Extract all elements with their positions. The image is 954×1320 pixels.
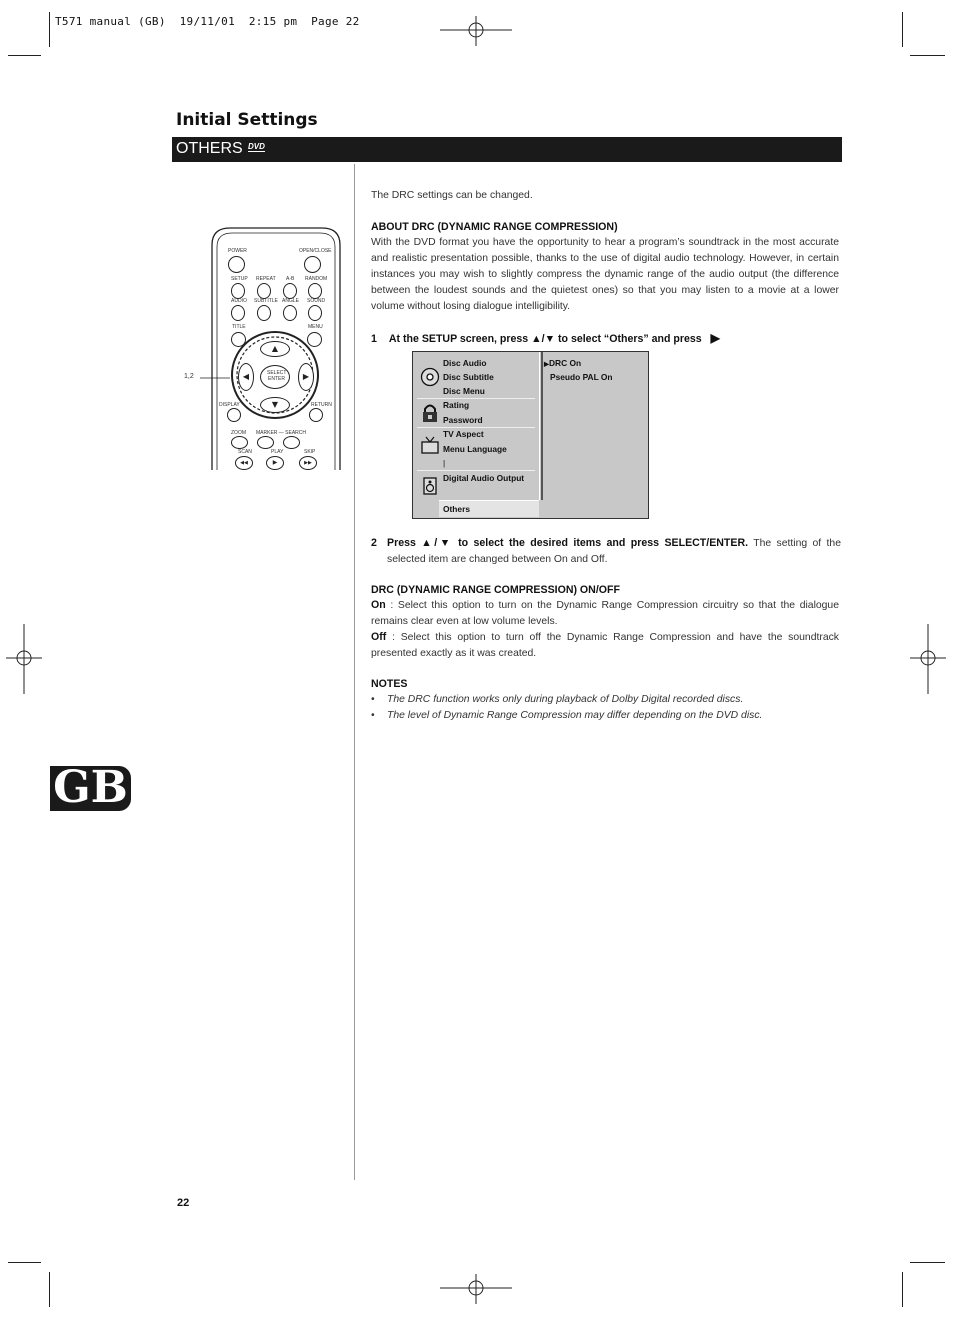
menu-separator <box>417 427 535 428</box>
note-item <box>371 692 841 708</box>
menu-item-disc-menu[interactable]: Disc Menu <box>443 386 485 396</box>
column-divider <box>354 164 355 1180</box>
step-2-bold: Press ▲/▼ to select the desired items and press SELECT/ENTER. <box>387 537 749 549</box>
option-drc-on[interactable] <box>544 358 581 368</box>
crop-mark <box>49 1272 50 1307</box>
subtitle-button <box>257 305 271 321</box>
print-header: T571 manual (GB) 19/11/01 2:15 pm Page 22 <box>55 15 360 28</box>
off-text: : Select this option to turn off the Dynamic Range Compression and have the soundtrack presented exactly as it was created. <box>371 632 839 659</box>
right-arrow-icon: ▶ <box>298 363 314 391</box>
off-label: Off <box>371 631 387 643</box>
display-label: DISPLAY <box>219 402 240 408</box>
step-1 <box>371 331 841 345</box>
right-arrow-icon: ▶ <box>710 331 720 345</box>
bullet-icon: • <box>371 710 375 721</box>
angle-button <box>283 305 297 321</box>
repeat-button <box>257 283 271 299</box>
page-title: Initial Settings <box>176 110 318 130</box>
menu-item-digital-audio-output[interactable]: Digital Audio Output <box>443 473 525 483</box>
drc-heading: DRC (DYNAMIC RANGE COMPRESSION) ON/OFF <box>371 584 620 596</box>
menu-item-disc-audio[interactable]: Disc Audio <box>443 358 487 368</box>
audio-label: AUDIO <box>231 298 247 304</box>
ab-button <box>283 283 297 299</box>
registration-mark-left <box>6 624 42 694</box>
remote-illustration <box>180 225 350 475</box>
setup-button <box>231 283 245 299</box>
option-pseudo-pal-on[interactable]: Pseudo PAL On <box>550 372 613 382</box>
menu-item-menu-language[interactable]: Menu Language <box>443 444 507 454</box>
skip-button: ▶▶ <box>299 456 317 470</box>
display-button <box>227 408 241 422</box>
power-label: POWER <box>228 248 247 254</box>
page-number: 22 <box>177 1197 190 1209</box>
registration-mark-top <box>440 16 512 46</box>
crop-mark <box>49 12 50 47</box>
menu-item-password[interactable]: Password <box>443 415 483 425</box>
menu-item-disc-subtitle[interactable]: Disc Subtitle <box>443 372 494 382</box>
return-label: RETURN <box>311 402 332 408</box>
remote-callout: 1,2 <box>184 373 194 380</box>
intro-text: The DRC settings can be changed. <box>371 190 533 201</box>
menu-item-rating[interactable]: Rating <box>443 400 470 410</box>
left-arrow-icon: ◀ <box>238 363 254 391</box>
registration-mark-right <box>910 624 946 694</box>
subtitle-label: SUBTITLE <box>254 298 278 304</box>
random-label: RANDOM <box>305 276 328 282</box>
on-text: : Select this option to turn on the Dynamic Range Compression circuitry so that the dialogue remains clear even at low volume levels. <box>371 600 839 627</box>
menu-divider-shadow <box>541 352 543 500</box>
skip-label: SKIP <box>304 449 316 455</box>
speaker-icon <box>423 477 437 495</box>
step-2-number: 2 <box>371 537 377 549</box>
note-text: The level of Dynamic Range Compression may differ depending on the DVD disc. <box>387 710 763 721</box>
marker-button <box>257 436 274 449</box>
menu-button <box>307 332 322 347</box>
notes-list <box>371 692 841 724</box>
disc-icon <box>420 367 440 387</box>
notes-heading: NOTES <box>371 678 408 690</box>
open-close-button <box>304 256 321 273</box>
dvd-logo-icon: DVD <box>248 142 265 151</box>
down-arrow-icon: ▼ <box>260 397 290 413</box>
ab-label: A-B <box>286 276 295 282</box>
about-paragraph: With the DVD format you have the opportunity to hear a program’s soundtrack in the most accurate and realistic presentation possible, thanks to the use of digital audio technology. However, in certain instances you may wish to slightly compress the dynamic range of the audio output (the difference between the loudest sounds and the quietest ones) so that you may listen to a movie at a lower volume without losing dialogue intelligibility. <box>371 237 839 312</box>
step-1-text: At the SETUP screen, press ▲/▼ to select “Others” and press <box>388 333 702 345</box>
title-label: TITLE <box>232 324 246 330</box>
on-label: On <box>371 599 386 611</box>
menu-label: MENU <box>308 324 323 330</box>
tv-icon <box>421 436 439 454</box>
audio-button <box>231 305 245 321</box>
open-close-label: OPEN/CLOSE <box>299 248 332 254</box>
about-heading: ABOUT DRC (DYNAMIC RANGE COMPRESSION) <box>371 221 618 233</box>
setup-label: SETUP <box>231 276 248 282</box>
menu-item-tv-aspect[interactable]: TV Aspect <box>443 429 484 439</box>
note-item <box>371 708 841 724</box>
section-title: OTHERS <box>176 140 243 157</box>
random-button <box>308 283 322 299</box>
power-button <box>228 256 245 273</box>
drc-off-paragraph <box>371 629 839 662</box>
scan-button: ◀◀ <box>235 456 253 470</box>
scan-label: SCAN <box>238 449 252 455</box>
select-label: SELECT <box>267 370 287 376</box>
play-label: PLAY <box>271 449 284 455</box>
enter-label: ENTER <box>268 376 285 382</box>
crop-mark <box>910 55 945 56</box>
crop-mark <box>910 1262 945 1263</box>
crop-mark <box>8 1262 41 1263</box>
lock-icon <box>421 403 439 423</box>
step-2-rest: The setting of the selected item are changed between On and Off. <box>387 538 841 565</box>
crop-mark <box>902 1272 903 1307</box>
language-tab: GB <box>50 766 131 811</box>
registration-mark-bottom <box>440 1274 512 1304</box>
menu-item-others-label: Others <box>443 504 470 514</box>
section-band <box>172 137 842 162</box>
zoom-button <box>231 436 248 449</box>
menu-item-cursor: | <box>443 458 446 468</box>
angle-label: ANGLE <box>282 298 299 304</box>
cursor-arrow-icon: ▶ <box>544 361 549 368</box>
note-text: The DRC function works only during playback of Dolby Digital recorded discs. <box>387 694 744 705</box>
up-arrow-icon: ▲ <box>260 341 290 357</box>
play-button: ▶ <box>266 456 284 470</box>
sound-button <box>308 305 322 321</box>
title-button <box>231 332 246 347</box>
drc-on-paragraph <box>371 597 839 630</box>
menu-item-others-selected[interactable] <box>439 500 539 517</box>
menu-divider <box>539 352 540 500</box>
repeat-label: REPEAT <box>256 276 276 282</box>
search-button <box>283 436 300 449</box>
step-1-number: 1 <box>371 333 377 345</box>
setup-menu-screen <box>412 351 649 519</box>
menu-separator <box>417 398 535 399</box>
sound-label: SOUND <box>307 298 326 304</box>
bullet-icon: • <box>371 694 375 705</box>
crop-mark <box>902 12 903 47</box>
step-2 <box>371 535 841 568</box>
menu-separator <box>417 470 535 471</box>
step-2-text <box>387 535 841 568</box>
marker-search-label: MARKER — SEARCH <box>256 430 307 436</box>
option-drc-on-label: DRC On <box>549 358 582 368</box>
crop-mark <box>8 55 41 56</box>
return-button <box>309 408 323 422</box>
zoom-label: ZOOM <box>231 430 246 436</box>
